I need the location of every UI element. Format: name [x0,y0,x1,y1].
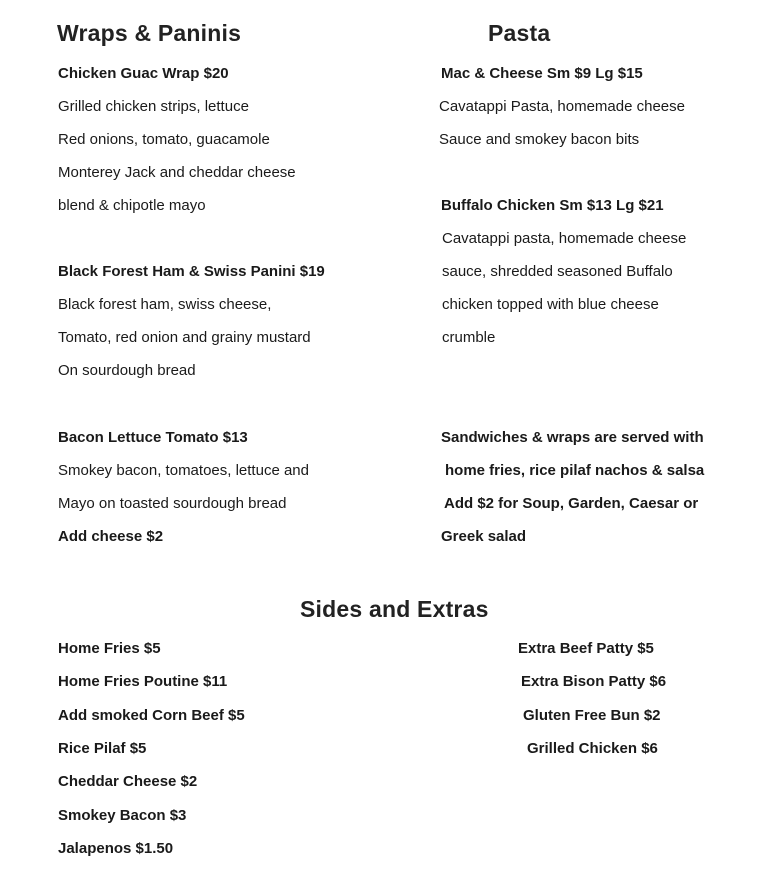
chicken-guac-wrap-desc-3: Monterey Jack and cheddar cheese [58,164,296,181]
extra-bison-patty: Extra Bison Patty $6 [521,673,667,690]
ham-swiss-panini-desc-3: On sourdough bread [58,362,196,379]
chicken-guac-wrap-desc-1: Grilled chicken strips, lettuce [58,98,249,115]
buffalo-chicken-title: Buffalo Chicken Sm $13 Lg $21 [441,197,664,214]
mac-cheese-desc-1: Cavatappi Pasta, homemade cheese [439,98,685,115]
buffalo-chicken-desc-4: crumble [442,329,496,346]
side-home-fries: Home Fries $5 [58,640,161,657]
served-with-note-2: home fries, rice pilaf nachos & salsa [445,462,705,479]
sides-heading: Sides and Extras [300,596,489,622]
blt-desc-1: Smokey bacon, tomatoes, lettuce and [58,462,309,479]
buffalo-chicken-desc-2: sauce, shredded seasoned Buffalo [442,263,673,280]
blt-add-cheese: Add cheese $2 [58,528,164,545]
extra-beef-patty: Extra Beef Patty $5 [518,640,654,657]
extra-gluten-free-bun: Gluten Free Bun $2 [523,707,661,724]
side-rice-pilaf: Rice Pilaf $5 [58,740,147,757]
served-with-note-1: Sandwiches & wraps are served with [441,429,704,446]
served-with-note-3: Add $2 for Soup, Garden, Caesar or [444,495,699,512]
mac-cheese-title: Mac & Cheese Sm $9 Lg $15 [441,65,643,82]
side-smokey-bacon: Smokey Bacon $3 [58,807,187,824]
chicken-guac-wrap-desc-4: blend & chipotle mayo [58,197,206,214]
blt-desc-2: Mayo on toasted sourdough bread [58,495,287,512]
pasta-heading: Pasta [488,20,551,46]
buffalo-chicken-desc-3: chicken topped with blue cheese [442,296,659,313]
side-jalapenos: Jalapenos $1.50 [58,840,174,857]
chicken-guac-wrap-desc-2: Red onions, tomato, guacamole [58,131,270,148]
side-cheddar-cheese: Cheddar Cheese $2 [58,773,198,790]
wraps-heading: Wraps & Paninis [57,20,242,46]
mac-cheese-desc-2: Sauce and smokey bacon bits [439,131,640,148]
ham-swiss-panini-title: Black Forest Ham & Swiss Panini $19 [58,263,325,280]
side-home-fries-poutine: Home Fries Poutine $11 [58,673,228,690]
side-smoked-corn-beef: Add smoked Corn Beef $5 [58,707,245,724]
ham-swiss-panini-desc-2: Tomato, red onion and grainy mustard [58,329,311,346]
served-with-note-4: Greek salad [441,528,527,545]
chicken-guac-wrap-title: Chicken Guac Wrap $20 [58,65,229,82]
extra-grilled-chicken: Grilled Chicken $6 [527,740,658,757]
ham-swiss-panini-desc-1: Black forest ham, swiss cheese, [58,296,272,313]
buffalo-chicken-desc-1: Cavatappi pasta, homemade cheese [442,230,687,247]
blt-title: Bacon Lettuce Tomato $13 [58,429,248,446]
